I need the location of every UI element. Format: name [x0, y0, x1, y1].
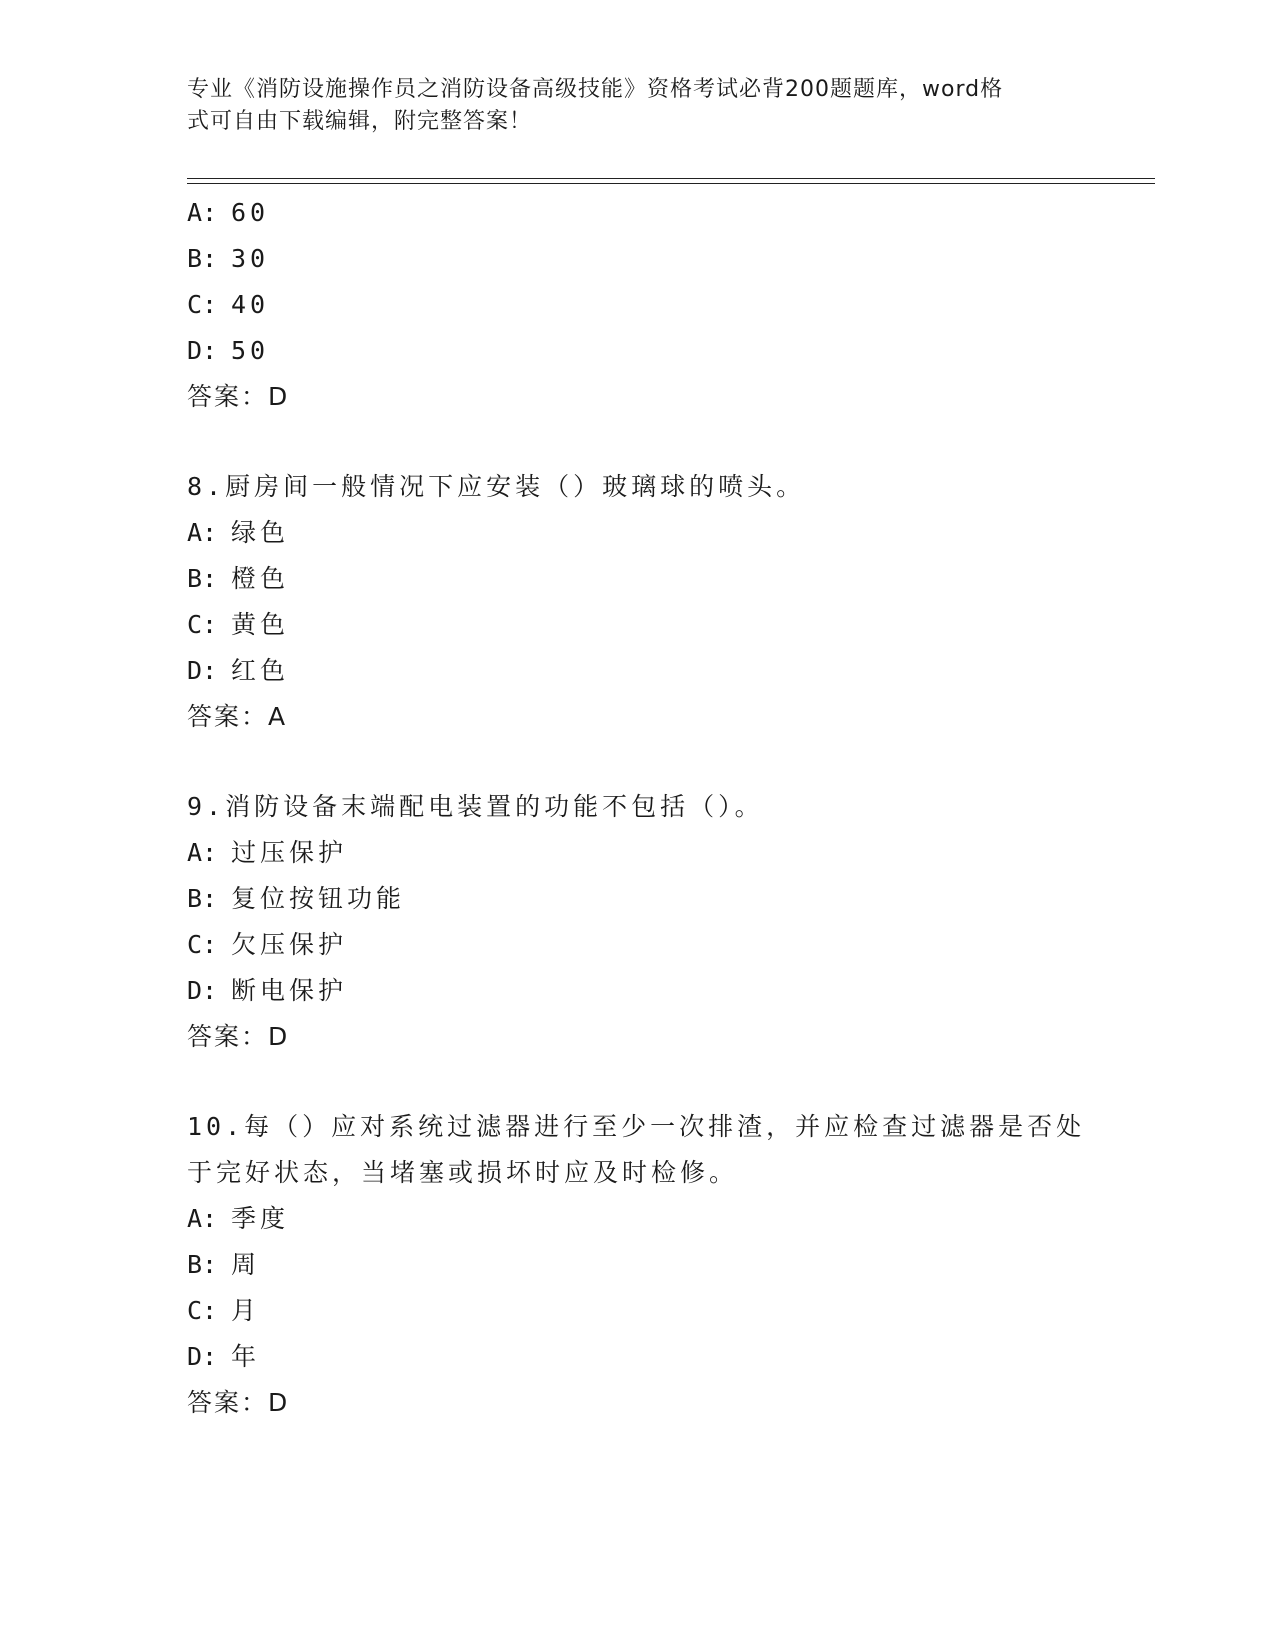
option-d: D: 年 [187, 1342, 261, 1371]
option-d: D: 断电保护 [187, 976, 348, 1005]
option-a: A: 过压保护 [187, 838, 348, 867]
document-header [187, 74, 1087, 138]
option-d: D: 50 [187, 336, 270, 365]
header-rule-top [187, 178, 1155, 179]
question-8 [187, 464, 1087, 740]
option-d: D: 红色 [187, 656, 290, 685]
question-7 [187, 190, 1087, 420]
answer: 答案：D [187, 1388, 290, 1417]
option-a: A: 60 [187, 198, 270, 227]
option-a: A: 季度 [187, 1204, 290, 1233]
answer: 答案：D [187, 1022, 290, 1051]
option-a: A: 绿色 [187, 518, 290, 547]
option-c: C: 欠压保护 [187, 930, 348, 959]
header-rule-bottom [187, 183, 1155, 184]
option-b: B: 复位按钮功能 [187, 884, 406, 913]
option-b: B: 30 [187, 244, 270, 273]
question-list [187, 190, 1087, 1426]
question-stem: 8.厨房间一般情况下应安装（）玻璃球的喷头。 [187, 472, 806, 501]
question-stem: 9.消防设备末端配电装置的功能不包括（）。 [187, 792, 764, 821]
header-line-2: 式可自由下载编辑，附完整答案！ [187, 109, 533, 134]
option-c: C: 月 [187, 1296, 261, 1325]
answer: 答案：D [187, 382, 290, 411]
option-c: C: 黄色 [187, 610, 290, 639]
option-b: B: 橙色 [187, 564, 290, 593]
question-9 [187, 784, 1087, 1060]
header-line-1: 专业《消防设施操作员之消防设备高级技能》资格考试必背200题题库，word格 [187, 77, 1004, 102]
question-stem-line-2: 于完好状态，当堵塞或损坏时应及时检修。 [187, 1158, 739, 1187]
question-stem-line-1: 10.每（）应对系统过滤器进行至少一次排渣，并应检查过滤器是否处 [187, 1112, 1086, 1141]
option-b: B: 周 [187, 1250, 261, 1279]
answer: 答案：A [187, 702, 288, 731]
option-c: C: 40 [187, 290, 270, 319]
question-10 [187, 1104, 1087, 1426]
